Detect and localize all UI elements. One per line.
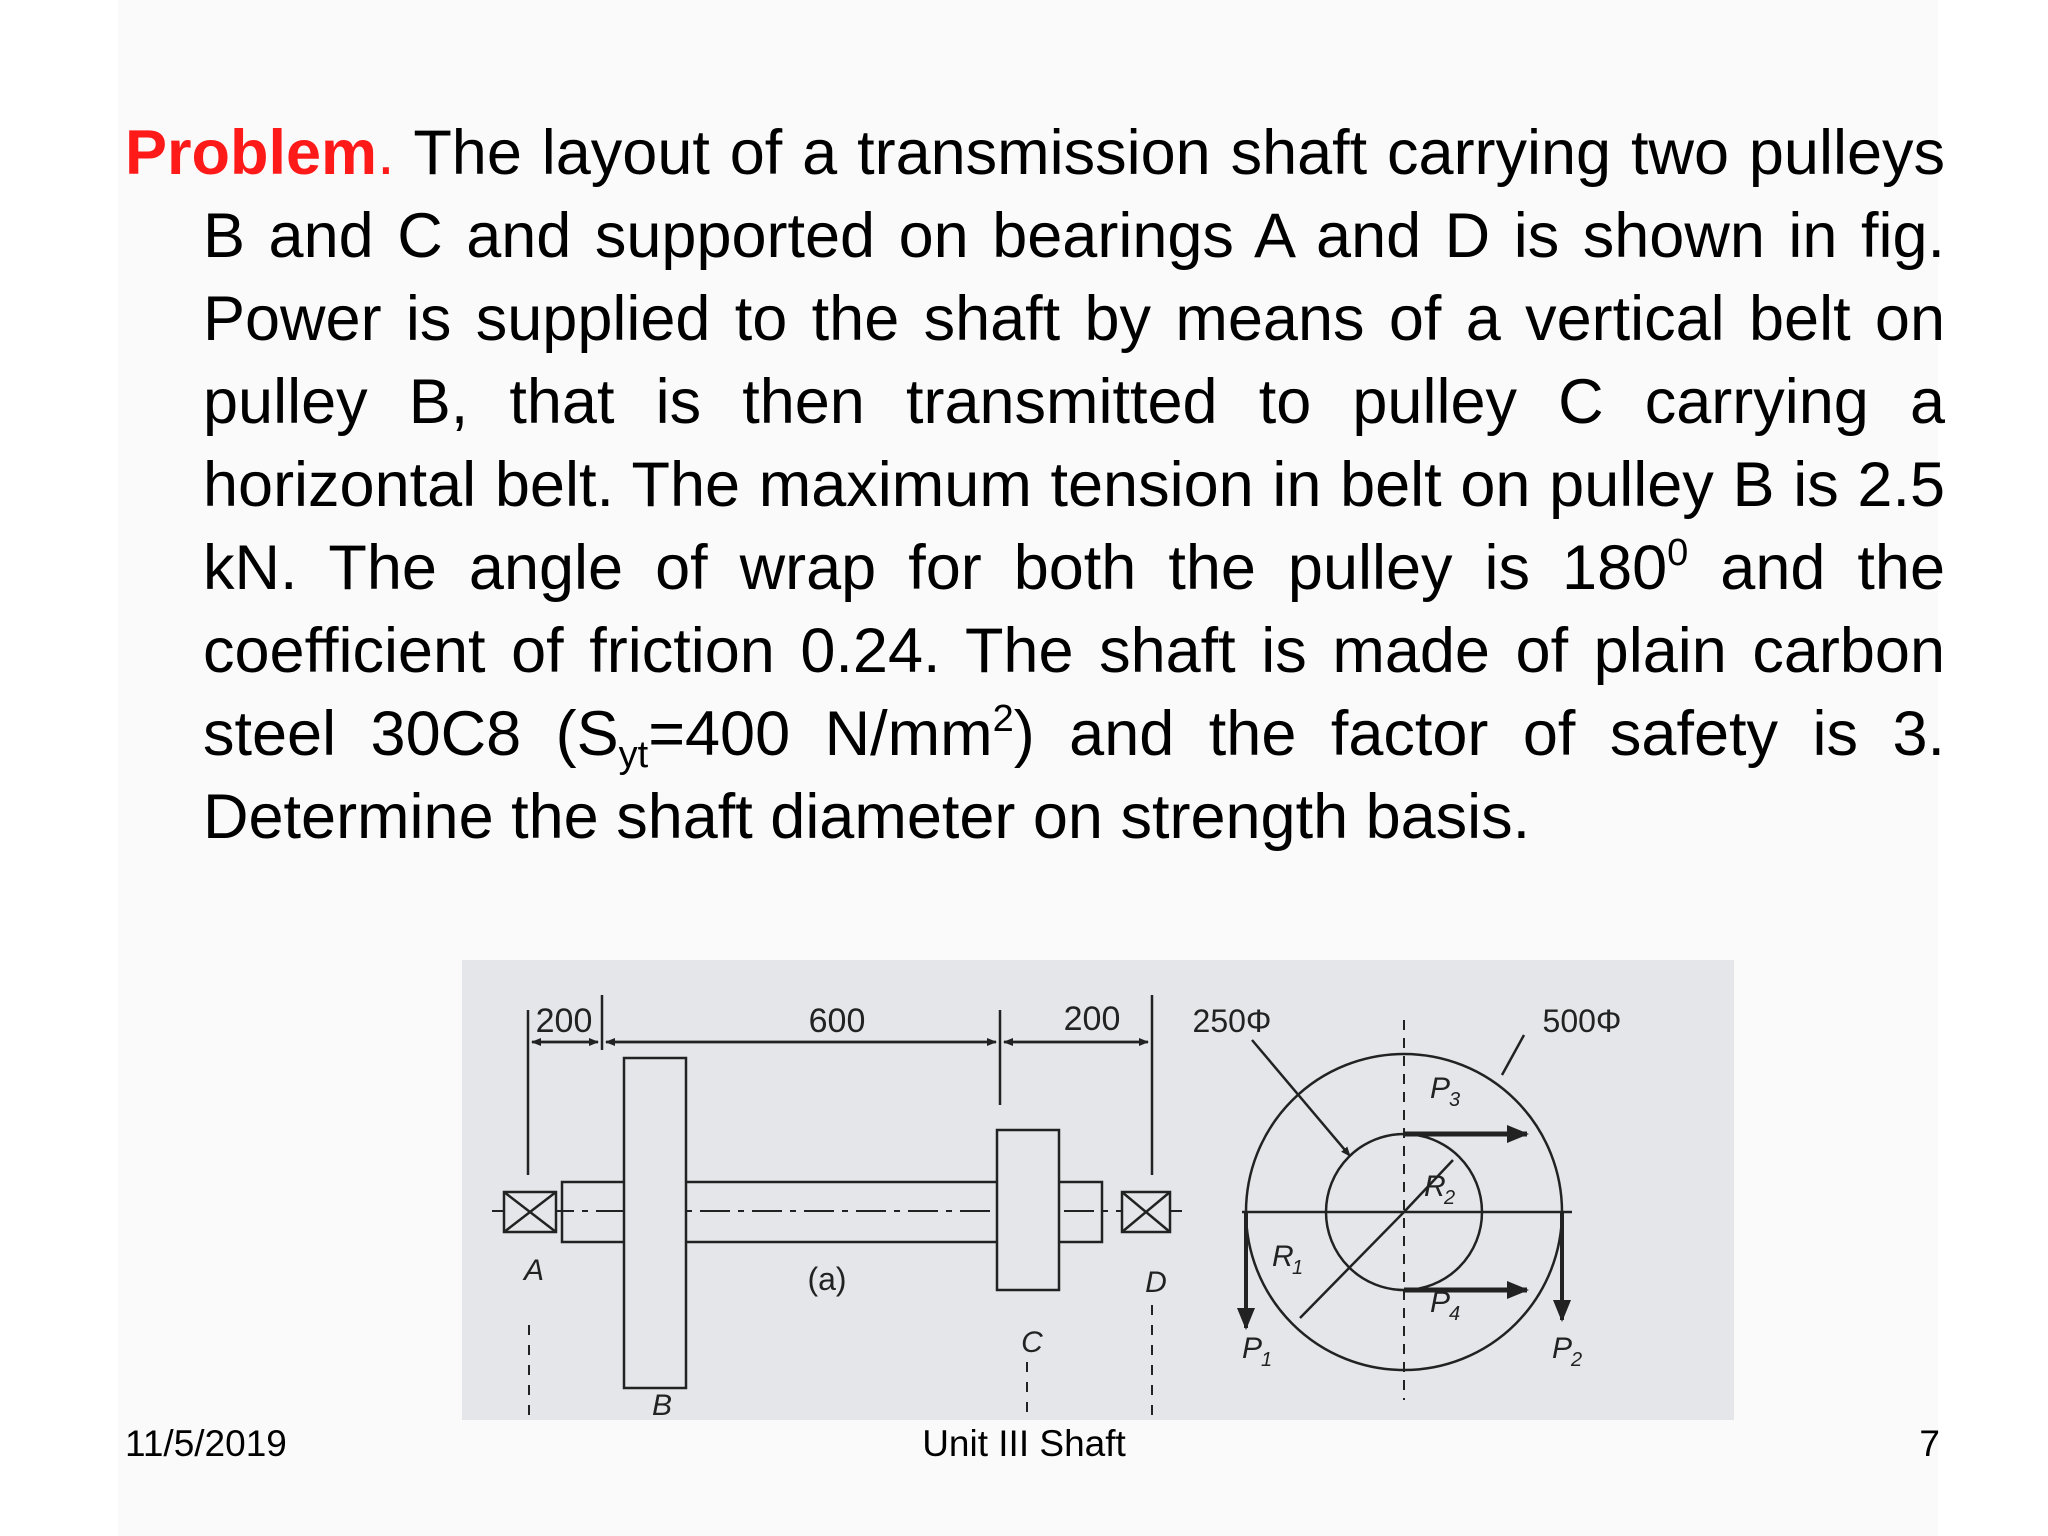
dia-large-label: 500Φ (1542, 1003, 1622, 1039)
dim-label-cd: 200 (1063, 1000, 1121, 1038)
svg-text:P: P (1430, 1072, 1451, 1105)
pulley-b (624, 1058, 686, 1388)
svg-text:4: 4 (1449, 1303, 1461, 1325)
problem-text-3: =400 N/mm (648, 699, 993, 769)
dim-label-ab: 200 (535, 1002, 593, 1040)
bearing-d (1122, 1192, 1170, 1232)
syt-subscript: yt (618, 734, 649, 776)
pulley-end-view (1242, 1020, 1572, 1400)
label-p1 (1242, 1332, 1272, 1371)
label-r1 (1272, 1240, 1303, 1279)
svg-text:1: 1 (1261, 1349, 1273, 1371)
label-d: D (1145, 1266, 1167, 1299)
svg-text:P: P (1242, 1332, 1263, 1365)
problem-statement (125, 112, 1945, 859)
problem-text-4: ) and the factor of safety is 3. Determine the shaft diameter on strength basis. (203, 699, 1945, 852)
page-number: 7 (1919, 1423, 1940, 1464)
mm-superscript: 2 (992, 698, 1014, 740)
svg-text:1: 1 (1292, 1257, 1304, 1279)
shaft-diagram (462, 960, 1734, 1420)
dia-small-label: 250Φ (1192, 1003, 1272, 1039)
label-a: A (523, 1254, 545, 1287)
figure-caption: (a) (807, 1261, 847, 1297)
svg-text:R: R (1424, 1170, 1446, 1203)
angle-superscript: 0 (1667, 532, 1689, 574)
problem-keyword: Problem (125, 118, 378, 188)
svg-text:P: P (1552, 1332, 1573, 1365)
footer-title: Unit III Shaft (922, 1423, 1126, 1464)
problem-paragraph (125, 112, 1945, 859)
svg-text:P: P (1430, 1286, 1451, 1319)
svg-text:2: 2 (1444, 1187, 1456, 1209)
problem-keyword-period: . (377, 118, 395, 188)
problem-text-2: and the coefficient of friction 0.24. The shaft is made of plain carbon steel 30C8 (S (203, 533, 1946, 769)
label-b: B (651, 1389, 673, 1420)
label-p2 (1552, 1332, 1582, 1371)
label-c: C (1021, 1326, 1043, 1359)
svg-text:2: 2 (1571, 1349, 1583, 1371)
shaft-figure (462, 960, 1734, 1420)
dim-label-bc: 600 (808, 1002, 866, 1040)
label-r2 (1424, 1170, 1455, 1209)
svg-text:R: R (1272, 1240, 1294, 1273)
svg-text:3: 3 (1449, 1089, 1461, 1111)
label-p3 (1430, 1072, 1460, 1111)
bearing-a (504, 1192, 556, 1232)
problem-text-1: The layout of a transmission shaft carrying two pulleys B and C and supported on bearings A and D is shown in fig. Power is supplied to the shaft by means of a vertical belt on pulley B, that is then transmitted to pulley C carrying a horizontal belt. The maximum tension in belt on pulley B is 2.5 kN. The angle of wrap for both the pulley is 180 (203, 118, 1945, 603)
pulley-c (997, 1130, 1059, 1290)
footer-date: 11/5/2019 (125, 1423, 287, 1464)
